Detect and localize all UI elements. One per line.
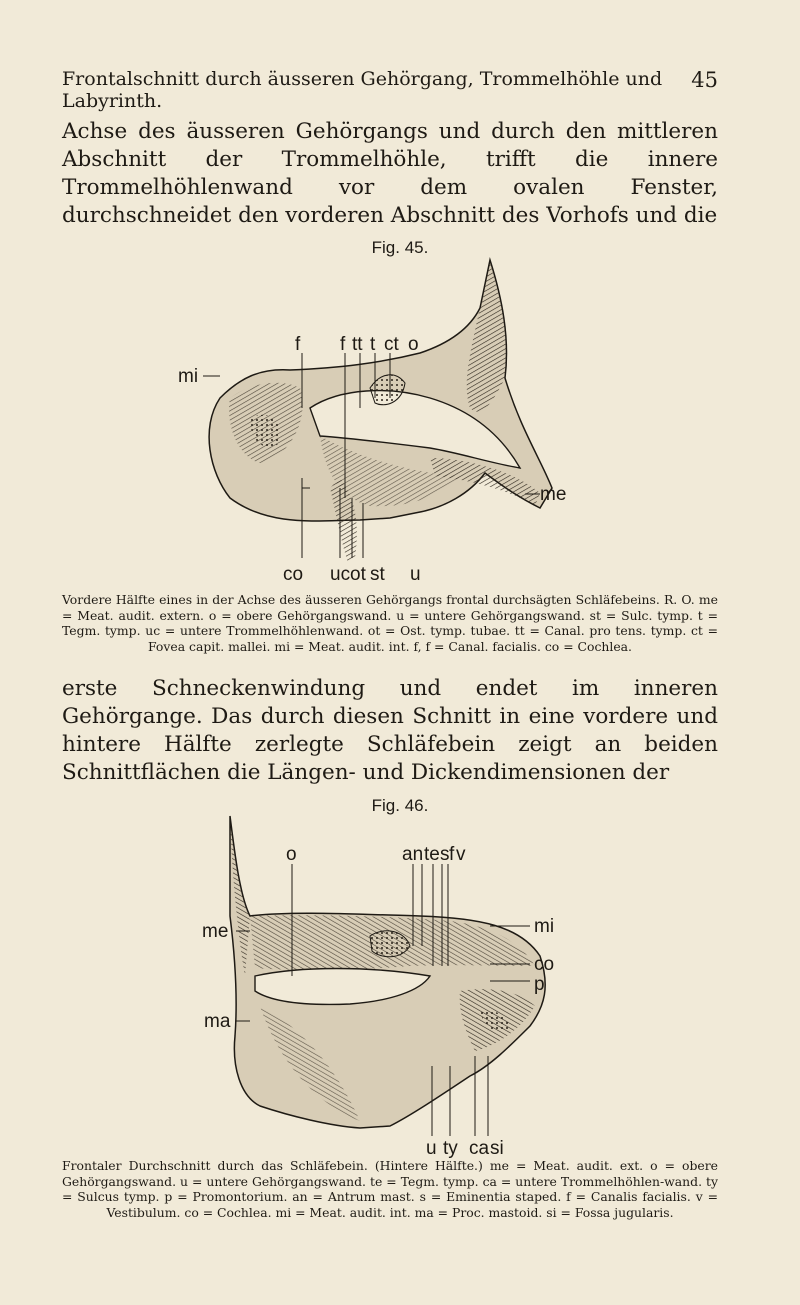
- figure-45-illustration: [178, 258, 610, 588]
- running-header: [62, 68, 718, 112]
- fig46-label-p: p: [534, 974, 545, 995]
- header-title: Frontalschnitt durch äusseren Gehörgang, Trommelhöhle und Labyrinth.: [62, 68, 663, 112]
- fig46-label-si: si: [490, 1138, 504, 1159]
- fig46-label-an: an: [402, 844, 424, 865]
- fig45-label-u: u: [410, 564, 421, 585]
- figure-46-label: Fig. 46.: [371, 796, 429, 815]
- fig46-label-f: f: [449, 844, 455, 865]
- fig46-label-o: o: [286, 844, 297, 865]
- fig46-label-s: s: [440, 844, 450, 865]
- fig46-label-u: u: [426, 1138, 437, 1159]
- fig45-label-f2: f: [340, 334, 346, 355]
- fig46-label-mi: mi: [534, 916, 555, 937]
- page-number: 45: [691, 68, 718, 92]
- fig46-label-me: me: [202, 921, 229, 942]
- fig45-label-o: o: [408, 334, 419, 355]
- fig45-label-co: co: [283, 564, 304, 585]
- body-paragraph-1: Achse des äusseren Gehörgangs und durch den mittleren Abschnitt der Trommelhöhle, trifft die innere Trommelhöhlenwand vor dem ovalen Fenster, durchschneidet den vorderen Abschnitt des Vorhofs und die: [62, 119, 718, 228]
- fig46-label-v: v: [456, 844, 466, 865]
- figure-45-label: Fig. 45.: [371, 238, 429, 257]
- fig46-label-ty: ty: [443, 1138, 458, 1159]
- temporal-bone-section-front: [209, 260, 552, 563]
- temporal-bone-section-back: [230, 816, 545, 1128]
- fig46-label-ca: ca: [469, 1138, 490, 1159]
- fig45-label-tt: tt: [352, 334, 363, 355]
- fig45-label-mi: mi: [178, 366, 199, 387]
- fig45-label-f: f: [295, 334, 301, 355]
- fig46-label-te: te: [424, 844, 440, 865]
- fig45-label-t: t: [370, 334, 376, 355]
- fig45-label-st: st: [370, 564, 385, 585]
- figure-46-illustration: [190, 816, 610, 1159]
- fig45-label-ct: ct: [384, 334, 399, 355]
- body-paragraph-2: erste Schneckenwindung und endet im inneren Gehörgange. Das durch diesen Schnitt in eine vordere und hintere Hälfte zerlegte Schläfebein zeigt an beiden Schnittflächen die Längen- und Dickendimensionen der: [62, 676, 718, 785]
- fig45-label-me: me: [540, 484, 567, 505]
- figure-46-caption: Frontaler Durchschnitt durch das Schläfebein. (Hintere Hälfte.) me = Meat. audit. ext. o = obere Gehörgangswand. u = untere Gehörgangswand. te = Tegm. tymp. ca = untere Trommelhöhlen-wand. ty = Sulcus tymp. p = Promontorium. an = Antrum mast. s = Eminentia staped. f = Canalis facialis. v = Vestibulum. co = Cochlea. mi = Meat. audit. int. ma = Proc. mastoid. si = Fossa jugularis.: [62, 1158, 718, 1220]
- fig46-label-ma: ma: [204, 1011, 231, 1032]
- figure-45-caption: Vordere Hälfte eines in der Achse des äusseren Gehörgangs frontal durchsägten Schläfebeins. R. O. me = Meat. audit. extern. o = obere Gehörgangswand. u = untere Gehörgangswand. st = Sulc. tymp. t = Tegm. tymp. uc = untere Trommelhöhlenwand. ot = Ost. tymp. tubae. tt = Canal. pro tens. tymp. ct = Fovea capit. mallei. mi = Meat. audit. int. f, f = Canal. facialis. co = Cochlea.: [62, 592, 718, 654]
- fig45-label-ot: ot: [350, 564, 366, 585]
- fig46-label-co: co: [534, 954, 555, 975]
- fig45-label-uc: uc: [330, 564, 351, 585]
